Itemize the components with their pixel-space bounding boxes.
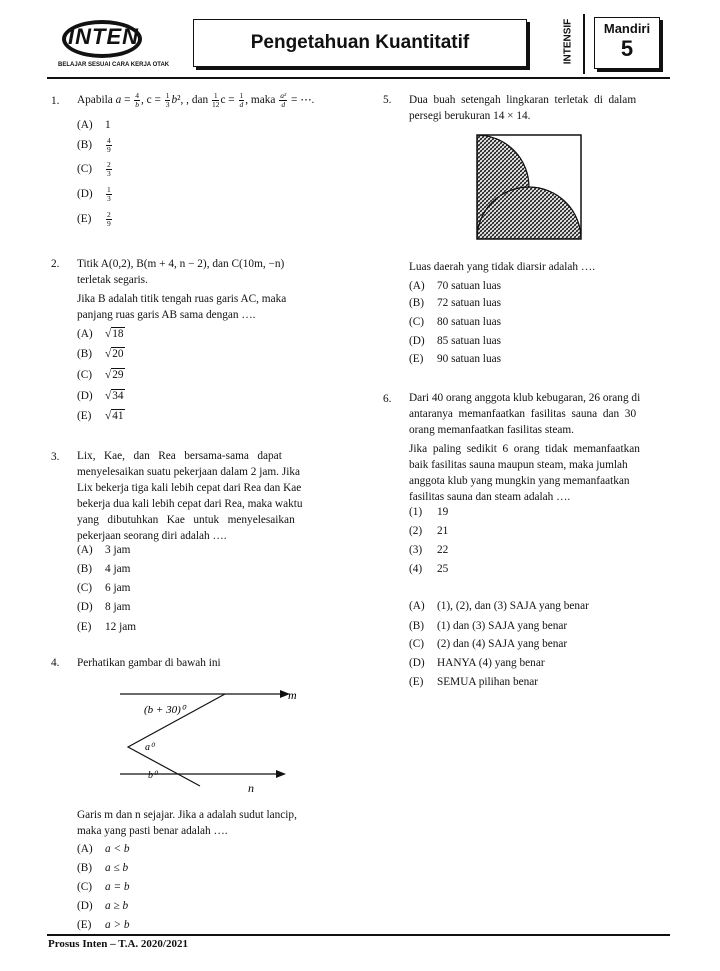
- logo-text: INTEN: [68, 24, 139, 49]
- mandiri-number: 5: [620, 36, 634, 61]
- q4-option-e[interactable]: (E) a > b: [77, 919, 130, 931]
- q6-statement-4: (4) 25: [409, 563, 449, 575]
- page-title: Pengetahuan Kuantitatif: [193, 19, 527, 67]
- q5-number: 5.: [383, 94, 392, 106]
- q4-option-c[interactable]: (C) a = b: [77, 881, 130, 893]
- q4-figure: [110, 682, 320, 792]
- q6-option-d[interactable]: (D) HANYA (4) yang benar: [409, 657, 545, 669]
- q4-number: 4.: [51, 657, 60, 669]
- q1-option-b[interactable]: (B) $\frac{4}{9}$: [77, 136, 111, 154]
- q4-option-b[interactable]: (B) a ≤ b: [77, 862, 129, 874]
- side-label: INTENSIF: [562, 18, 574, 65]
- q6-statement-2: (2) 21: [409, 525, 449, 537]
- mandiri-label: Mandiri: [603, 21, 651, 36]
- q2-stem: Titik A(0,2), B(m + 4, n − 2), dan C(10m, −n) terletak segaris. Jika B adalah titik tengah ruas garis AC, maka panjang ruas garis AB sama dengan ….: [77, 258, 287, 321]
- q1-option-e[interactable]: (E) $\frac{2}{9}$: [77, 210, 111, 228]
- footer-text: Prosus Inten – T.A. 2020/2021: [48, 938, 188, 950]
- header-rule: [47, 77, 670, 79]
- header-divider: [583, 14, 585, 74]
- q4-after: Garis m dan n sejajar. Jika a adalah sudut lancip, maka yang pasti benar adalah ….: [77, 809, 297, 837]
- arrow-n: [276, 770, 286, 778]
- q5-option-e[interactable]: (E) 90 satuan luas: [409, 353, 502, 365]
- q3-option-a[interactable]: (A) 3 jam: [77, 544, 131, 556]
- q2-option-d[interactable]: (D) √34: [77, 390, 124, 402]
- label-m: m: [288, 688, 297, 702]
- q1-option-a[interactable]: (A) 1: [77, 119, 111, 131]
- footer-rule: [47, 934, 670, 936]
- q6-number: 6.: [383, 393, 392, 405]
- q1-number: 1.: [51, 95, 60, 107]
- q3-option-b[interactable]: (B) 4 jam: [77, 563, 131, 575]
- q1-option-d[interactable]: (D) $\frac{1}{3}$: [77, 185, 111, 203]
- q5-option-a[interactable]: (A) 70 satuan luas: [409, 280, 502, 292]
- q4-option-d[interactable]: (D) a ≥ b: [77, 900, 129, 912]
- q5-option-c[interactable]: (C) 80 satuan luas: [409, 316, 502, 328]
- q3-option-d[interactable]: (D) 8 jam: [77, 601, 131, 613]
- q5-option-d[interactable]: (D) 85 satuan luas: [409, 335, 502, 347]
- q3-number: 3.: [51, 451, 60, 463]
- q3-option-c[interactable]: (C) 6 jam: [77, 582, 131, 594]
- label-b-plus-30: (b + 30)⁰: [144, 704, 186, 716]
- inten-logo: [58, 14, 170, 70]
- q5-option-b[interactable]: (B) 72 satuan luas: [409, 297, 502, 309]
- label-b: b⁰: [148, 770, 158, 781]
- q1-stem: Apabila a = $\frac{4}{b}$ , c = $\frac{1}{3}$ b², , dan $\frac{1}{12}$ c = $\frac{1}{d}$ , maka $\frac{\text{a²}}{d}$ = ⋯.: [77, 91, 315, 109]
- q6-option-c[interactable]: (C) (2) dan (4) SAJA yang benar: [409, 638, 568, 650]
- q2-number: 2.: [51, 258, 60, 270]
- q3-stem: Lix, Kae, dan Rea bersama-sama dapat menyelesaikan suatu pekerjaan dalam 2 jam. Jika Lix bekerja tiga kali lebih cepat dari Rea dan Kae bekerja dua kali lebih cepat dari Rea, maka waktu yang dibutuhkan Kae untuk menyelesaikan pekerjaan seorang diri adalah ….: [77, 450, 303, 542]
- q6-statement-3: (3) 22: [409, 544, 449, 556]
- q6-option-e[interactable]: (E) SEMUA pilihan benar: [409, 676, 539, 688]
- logo-tagline: BELAJAR SESUAI CARA KERJA OTAK: [58, 62, 170, 68]
- q2-option-b[interactable]: (B) √20: [77, 348, 124, 360]
- q5-question: Luas daerah yang tidak diarsir adalah ….: [409, 261, 596, 273]
- q1-option-c[interactable]: (C) $\frac{2}{3}$: [77, 160, 111, 178]
- q4-stem: Perhatikan gambar di bawah ini: [77, 657, 221, 669]
- q6-statement-1: (1) 19: [409, 506, 449, 518]
- q5-stem: Dua buah setengah lingkaran terletak di dalam persegi berukuran 14 × 14.: [409, 94, 637, 122]
- label-a: a⁰: [145, 742, 155, 753]
- q2-option-e[interactable]: (E) √41: [77, 410, 124, 422]
- q5-figure: [475, 133, 583, 243]
- q6-option-a[interactable]: (A) (1), (2), dan (3) SAJA yang benar: [409, 600, 589, 612]
- mandiri-box: [594, 17, 660, 69]
- q2-option-a[interactable]: (A) √18: [77, 328, 124, 340]
- q4-option-a[interactable]: (A) a < b: [77, 843, 130, 855]
- q2-option-c[interactable]: (C) √29: [77, 369, 124, 381]
- label-n: n: [248, 781, 254, 792]
- q6-option-b[interactable]: (B) (1) dan (3) SAJA yang benar: [409, 620, 568, 632]
- q3-option-e[interactable]: (E) 12 jam: [77, 621, 137, 633]
- q6-stem: Dari 40 orang anggota klub kebugaran, 26 orang di antaranya memanfaatkan fasilitas sauna dan 30 orang memanfaatkan fasilitas steam. Jika paling sedikit 6 orang tidak memanfaatkan baik fasilitas sauna maupun steam, maka jumlah anggota klub yang mungkin yang memanfaatkan fasilitas sauna dan steam adalah ….: [409, 392, 641, 503]
